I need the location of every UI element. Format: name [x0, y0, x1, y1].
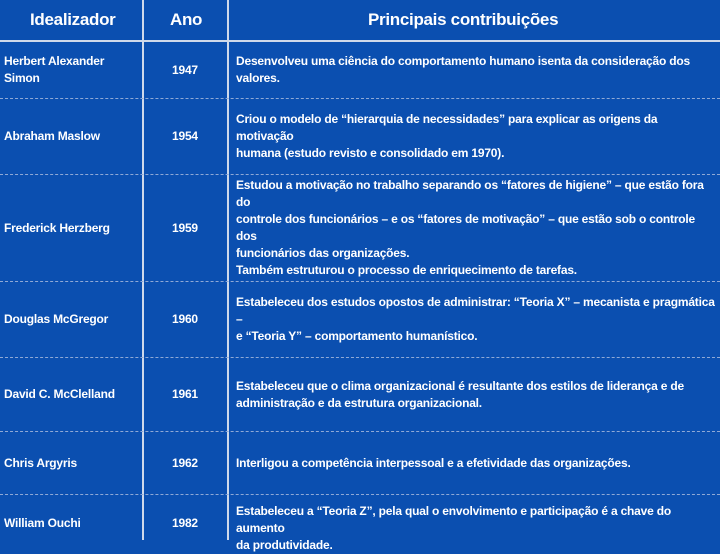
contribution-line: Interligou a competência interpessoal e a efetividade das organizações. [236, 455, 631, 470]
contribution-line: Estudou a motivação no trabalho separando os “fatores de higiene” – que estão fora do [236, 178, 704, 209]
row-name: David C. McClelland [4, 387, 115, 401]
row-contribution [236, 42, 716, 98]
table-row [0, 99, 720, 175]
header-contribuicoes: Principais contribuições [368, 10, 559, 29]
header-idealizador: Idealizador [30, 10, 116, 29]
contribution-line: Estabeleceu que o clima organizacional é resultante dos estilos de liderança e de [236, 378, 684, 393]
row-name: Frederick Herzberg [4, 220, 110, 235]
row-name: Douglas McGregor [4, 312, 109, 326]
row-name: Abraham Maslow [4, 129, 100, 143]
contribution-line: da produtividade. [236, 538, 333, 552]
row-contribution [236, 358, 716, 431]
header-ano: Ano [170, 10, 203, 29]
contribution-line: Estabeleceu dos estudos opostos de administrar: “Teoria X” – mecanista e pragmática – [236, 295, 715, 326]
row-year: 1954 [172, 129, 198, 143]
contribution-line: funcionários das organizações. [236, 246, 410, 260]
row-year: 1960 [172, 312, 198, 326]
row-name: William Ouchi [4, 516, 81, 530]
table-row [0, 358, 720, 432]
contribution-line: Desenvolveu uma ciência do comportamento humano isenta da consideração dos valores. [236, 54, 690, 85]
table-row [0, 175, 720, 282]
table-header [0, 0, 720, 42]
row-name: Herbert Alexander Simon [4, 54, 105, 85]
row-contribution [236, 282, 716, 357]
table-row [0, 495, 720, 552]
row-name: Chris Argyris [4, 455, 77, 470]
row-year: 1959 [172, 220, 198, 235]
contribution-line: humana (estudo revisto e consolidado em 1970). [236, 146, 505, 160]
contribution-line: administração e da estrutura organizacional. [236, 395, 482, 410]
row-year: 1982 [172, 516, 198, 530]
contribution-line: Criou o modelo de “hierarquia de necessidades” para explicar as origens da motivação [236, 112, 658, 143]
table-row [0, 432, 720, 495]
row-contribution [236, 99, 716, 174]
row-year: 1961 [172, 387, 198, 401]
row-contribution [236, 175, 716, 281]
table-row [0, 42, 720, 99]
row-contribution [236, 495, 716, 552]
contribution-line: Também estruturou o processo de enriquecimento de tarefas. [236, 263, 577, 277]
row-year: 1947 [172, 62, 198, 77]
row-contribution [236, 432, 716, 494]
row-year: 1962 [172, 455, 198, 470]
table-row [0, 282, 720, 358]
contribution-line: e “Teoria Y” – comportamento humanístico. [236, 329, 478, 343]
contribution-line: Estabeleceu a “Teoria Z”, pela qual o envolvimento e participação é a chave do aumento [236, 504, 671, 535]
contribution-line: controle dos funcionários – e os “fatores de motivação” – que estão sob o controle dos [236, 212, 696, 243]
